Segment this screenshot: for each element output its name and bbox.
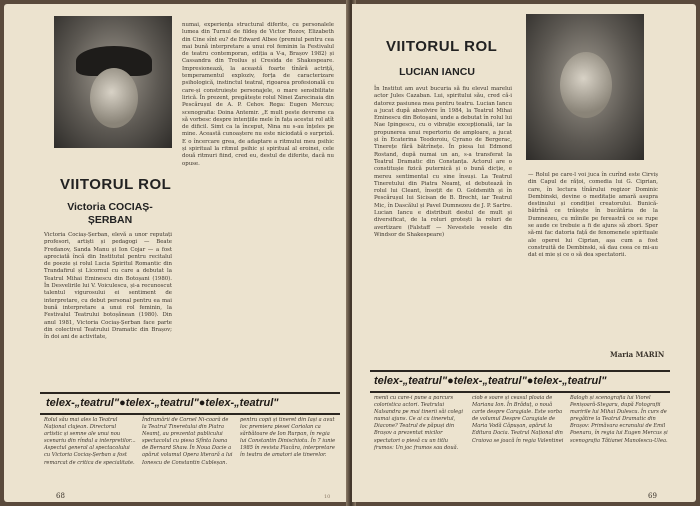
actor-name-right: LUCIAN IANCU [399,66,475,78]
telex-banner-left: telex-„teatrul"●telex-„teatrul"●telex-„teatrul" [46,397,279,409]
telex-column-right-2: ciob e soare și ceasul ploaia de Mariana Ion. În Brăduț, o nouă carte despre Caragiale. Este vorba de volumul Despre Caragiale de Maria Vodă Căpușan, apărut la Editura Dacia. Teatrul Național din Craiova se joacă în regia Valentinei [472,395,564,444]
telex-banner-right: telex-„teatrul"●telex-„teatrul"●telex-„teatrul" [374,375,607,387]
portrait-photo-right [526,14,644,160]
author-credit: Maria MARIN [610,350,665,359]
telex-column-left-2: Îndrumării de Cornel Ni-coară de la Teatrul Tineretului din Piatra Neamț, au prezentat publicului spectacolul cu piesa Sfînta Ioana de Bernard Shaw. În Noua Dacie a apărut volumul Opera literară a lui Ionescu de Constantin Cubleșan. [142,417,233,466]
page-number-left: 68 [56,492,65,500]
article-column-left-2: numai, experiența structural diferite, cu personalele lumea din Turnul de fildeș de Victor Rozov, Elizabeth din Cine sînt eu? de Edward Albee (premiul pentru cea mai bună interpretare a unui rol feminin la Festivalul de teatru contemporan, ediția a V-a, Brașov 1982) și Cassandra din Troilus și Cresida de Shakespeare. Impresionează, la această foarte tînără actriță, temperamentul exploziv, forța de caracterizare psihologică, instinctul teatral, rigoarea profesională cu care-și construiește personajele, o mare sensibilitate lirică. În prezent, pregătește rolul Ninei Zarecinaia din Pescărușul de A. P. Cehov. Rega: Eugen Mercus; scenografia: Doina Antemir. „E mult peste devreme ca să vorbesc despre intențiile mele în fața acestui rol atît de dificil. Simt ca la început, Nina nu s-au înțeles pe mine. Această cunoaștere nu este niciodată o surpriză. E o încercare grea, de adaptare a ritmului meu psihic și spiritual la ritmul psihic și spiritual al eroinei, cele două ritmuri fiind, cred eu, destul de diferite, dacă nu opuse. [182,22,336,167]
telex-rule-top-left [40,392,340,394]
face-shape [90,68,138,128]
section-title-left: VIITORUL ROL [60,176,172,193]
center-mark: 10 [324,494,331,500]
article-column-left-1: Victoria Cociaș-Șerban, elevă a unor reputați profesori, artiști și pedagogi — Beate Fredanov, Sanda Manu și Ion Cojar — a fost apreciată încă din Institutul pentru recitalul de poezie și rolul Lucia Spiritul Romantic din Trandafirul și Licornul cu care a debutat la Teatrul Mihai Eminescu din Botoșani (1980). În Desvelirile lui V. Voiculescu, și-a recunoscut talentul vigurosului ei sentiment de interpretare, cu debut personal pentru ea mai bună interpretare a unui rol feminin, la Festivalul Teatrului botoșănean (1980). Din anul 1981, Victoria Cociaș-Șerban face parte din colectivul Teatrului Dramatic din Brașov; în doi ani de activitate, [44,232,174,341]
left-page [4,4,350,502]
portrait-photo-left [54,16,172,148]
telex-column-left-3: pentru copii și tineret din Iași a avut loc premiera piesei Coriolan ca sărbătoare de Ion Rurpan, în regia lui Constantin Dinischiotu. În 7 iunie 1985 în revista Flacăra, interpretare în teatru de amatori ale tinerelor. [240,417,336,459]
telex-column-right-1: menii cu care-i pune a parcurs coloristica actori. Teatrului Nalsandra pe mai tinerii săi colegi numai ajuns. Ce ai cu tineretul, Diacone? Teatrul de păpuși din Brașov a prezentat micilor spectatori o piesă cu un titlu frumos: Un joc frumos sau două. [374,395,464,451]
telex-column-left-1: Rolul său mai ales la Teatrul Național clujean. Directorul artistic și semne ale unui nou scenariu din rîndul a interpretilor... Aspectul general al spectacolului cu Victoria Cociaș-Șerban a fost remarcat de critica de specialitate. [44,417,136,466]
telex-column-right-3: Balogh și scenografia lui Viorel Penișoară-Stegaru, după Fotografii maririle lui Mihai Dulescu. În curs de pregătire la Teatrul Dramatic din Brașov: Primăvara ecranului de Emil Poenaru, în regia lui Eugen Mercus și scenografia Tătianei Manolescu-Ulea. [570,395,668,444]
telex-rule-bottom-right [370,391,670,393]
actor-name-left-line1: Victoria COCIAȘ- [67,201,153,213]
section-title-right: VIITORUL ROL [386,38,498,55]
face-shape [560,52,612,118]
article-column-right-2: — Rolul pe care-l voi juca în curînd este Cirviș din Capul de rățoi, comedia lui G. Ciprian, care, în lectura tînărului regizor Dominic Dembinski, devine o meditație amară asupra destinului și condiției creatorului. Bunică-bătrînă ce trăiește în bucătăria de la Dumnezeu, cu mîinile pe fereastră ce se rupe se aude ce trebuie a fi de ajuns să zbori. Sper să-mi fac datoria față de fenomenele spirituale ale operei lui Ciprian, așa cum a fost construită de Dembinski, să dau ceea ce mi-au dat ei mie și ce o să dea spectatorii. [528,172,660,259]
right-page [352,4,696,502]
telex-rule-top-right [370,370,670,372]
article-column-right-1: În Institut am avut bucuria să fiu elevul marelui actor Jules Cazaban. Lui, spiritului său, cred că-i datorez pasiunea mea pentru teatru. Lucian Iancu a jucat după absolvire în 1984, la Teatrul Mihai Eminescu din Botoșani, unde a debutat în rolul lui Nae Ipingescu, cu o vibrație excepțională, iar la propunerea unui repertoriu de amploare, a jucat și în Ecaterina Teodoroiu, Cyrano de Bergerac, Tinerețe fără bătrînețe. În piesa lui Edmond Rostand, după numai un an, s-a transferat la Teatrul Dramatic din Constanța. Actorul are o constitușie fizică puternică și o bună dicție, e mereu sentimental cu sine însuși. La Teatrul Tineretului din Piatra Neamț, el debutează în rolul lui Cleant, însoțit de O. Goldsmith și în Pescărușul lui Sicisan de B. Brecht, iar Teatrul Mic, în Dascălul și Pavel Dumnezeu de J. P. Sartre. Lucian Iancu e distribuit destul de mult și diversificat, de la roluri grotești la roluri de avertizare (Falstaff — Nevestele vesele din Windsor de Shakespeare) [374,86,514,238]
page-number-right: 69 [648,492,657,500]
actor-name-left-line2: ȘERBAN [87,214,133,226]
telex-rule-bottom-left [40,413,340,415]
